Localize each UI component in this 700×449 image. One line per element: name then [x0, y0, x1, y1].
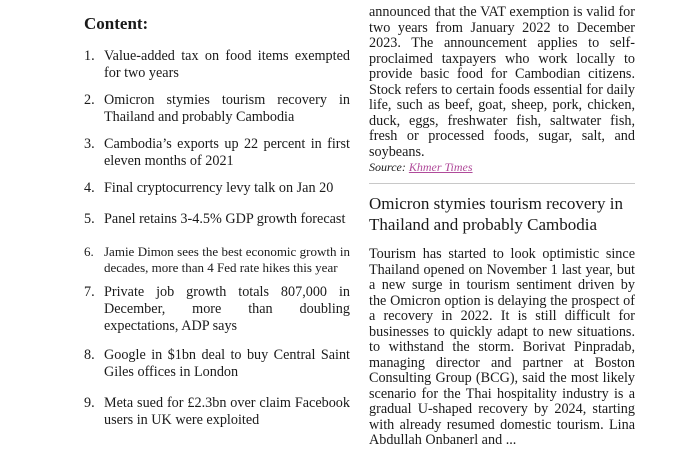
source-label: Source: [369, 160, 406, 174]
toc-item-number: 5. [84, 211, 95, 227]
toc-item-7[interactable] [84, 284, 350, 335]
table-of-contents [84, 0, 350, 428]
toc-item-number: 1. [84, 48, 95, 64]
toc-item-text: Panel retains 3-4.5% GDP growth forecast [104, 211, 346, 227]
article-vat-body: announced that the VAT exemption is valid for two years from January 2022 to December 2023. The announcement applies to self-proclaimed taxpayers who work locally to provide basic food for Cambodian citizens. Stock refers to certain foods essential for daily life, such as beef, goat, sheep, pork, chicken, duck, eggs, freshwater fish, saltwater fish, fresh or processed foods, sugar, salt, and soybeans. [369, 4, 635, 160]
toc-item-text: Google in $1bn deal to buy Central Saint Giles offices in London [104, 347, 350, 380]
toc-item-text: Jamie Dimon sees the best economic growth in decades, more than 4 Fed rate hikes this year [104, 244, 350, 275]
toc-item-text: Final cryptocurrency levy talk on Jan 20 [104, 180, 334, 196]
toc-heading: Content: [84, 14, 149, 33]
toc-item-3[interactable] [84, 136, 350, 170]
toc-item-number: 7. [84, 284, 95, 300]
toc-item-8[interactable] [84, 347, 350, 381]
article-omicron-body: Tourism has started to look optimistic since Thailand opened on November 1 last year, but a new surge in tourism sentiment driven by the Omicron option is delaying the prospect of a recovery in 2022. It is still difficult for businesses to quickly adapt to new situations. to withstand the storm. Borivat Pinpradab, managing director and partner at Boston Consulting Group (BCG), said the most likely scenario for the Thai hospitality industry is a gradual U-shaped recovery by 2024, starting with already resumed domestic tourism. Lina Abdullah Onbanerl and ... [369, 246, 635, 448]
toc-item-1[interactable] [84, 48, 350, 82]
toc-item-2[interactable] [84, 92, 350, 126]
article-column [369, 0, 635, 449]
toc-item-text: Meta sued for £2.3bn over claim Facebook users in UK were exploited [104, 395, 350, 428]
article-divider [369, 183, 635, 184]
toc-item-number: 4. [84, 180, 95, 196]
source-link[interactable]: Khmer Times [408, 160, 473, 174]
toc-item-number: 3. [84, 136, 95, 152]
article-source [369, 160, 635, 174]
article-omicron-title: Omicron stymies tourism recovery in Thailand and probably Cambodia [369, 194, 624, 234]
toc-item-6[interactable] [84, 244, 350, 276]
toc-item-number: 9. [84, 395, 95, 411]
toc-item-4[interactable] [84, 180, 350, 197]
toc-item-text: Value-added tax on food items exempted for two years [104, 48, 350, 81]
toc-item-text: Cambodia’s exports up 22 percent in first eleven months of 2021 [104, 136, 350, 169]
toc-item-5[interactable] [84, 211, 350, 228]
toc-item-text: Omicron stymies tourism recovery in Thailand and probably Cambodia [104, 92, 350, 125]
toc-item-text: Private job growth totals 807,000 in December, more than doubling expectations, ADP says [104, 284, 350, 334]
toc-item-number: 2. [84, 92, 95, 108]
toc-item-9[interactable] [84, 395, 350, 429]
toc-item-number: 6. [84, 244, 94, 259]
toc-item-number: 8. [84, 347, 95, 363]
